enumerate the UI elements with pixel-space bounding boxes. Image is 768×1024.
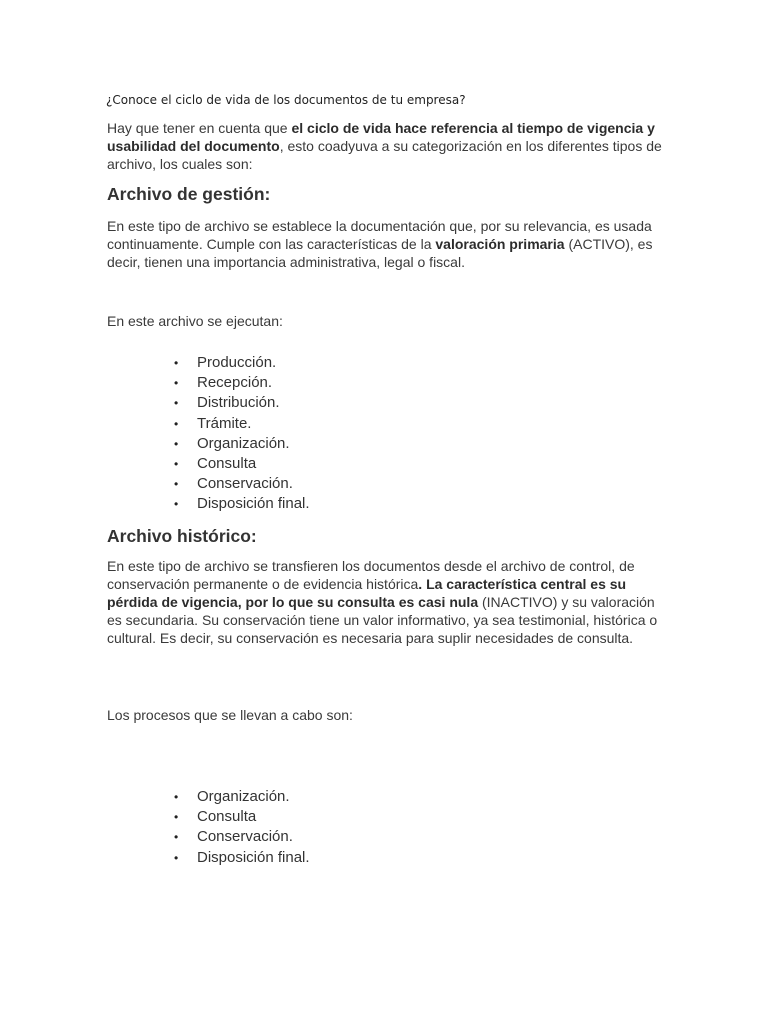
bullet-icon: •: [174, 497, 179, 512]
bullet-icon: •: [174, 436, 179, 451]
list-item: • Consulta: [172, 454, 310, 474]
list-item: • Organización.: [172, 787, 310, 807]
historico-bold-text: . La característica central es su pérdida de vigencia, por lo que su consulta es casi nula: [107, 576, 627, 610]
intro-text-start: Hay que tener en cuenta que: [107, 120, 292, 136]
list-item: • Recepción.: [172, 373, 310, 393]
gestion-paragraph: [107, 217, 667, 271]
list-item: • Organización.: [172, 434, 310, 454]
list-item: • Conservación.: [172, 827, 310, 847]
intro-bold-text: el ciclo de vida hace referencia al tiempo de vigencia y usabilidad del documento: [107, 120, 655, 154]
list-item: • Distribución.: [172, 393, 310, 413]
historico-paragraph: [107, 557, 667, 647]
bullet-icon: •: [174, 477, 179, 492]
list-item: • Trámite.: [172, 414, 310, 434]
heading-archivo-historico: Archivo histórico:: [107, 526, 257, 546]
list-item: • Producción.: [172, 353, 310, 373]
gestion-bold-text: valoración primaria: [435, 236, 565, 252]
historico-list-intro: Los procesos que se llevan a cabo son:: [107, 707, 353, 723]
gestion-text-start: En este tipo de archivo se establece la documentación que, por su relevancia, es usada continuamente. Cumple con las características de la: [107, 218, 652, 252]
bullet-icon: •: [174, 810, 179, 825]
bullet-icon: •: [174, 790, 179, 804]
bullet-icon: •: [174, 416, 179, 431]
list-item: • Conservación.: [172, 474, 310, 494]
bullet-icon: •: [174, 376, 179, 391]
page-question: ¿Conoce el ciclo de vida de los documentos de tu empresa?: [106, 93, 466, 107]
historico-process-list: [172, 787, 310, 868]
bullet-icon: •: [174, 830, 179, 845]
bullet-icon: •: [174, 396, 179, 411]
gestion-text-end: (ACTIVO), es decir, tienen una importancia administrativa, legal o fiscal.: [107, 236, 653, 270]
list-item: • Disposición final.: [172, 494, 310, 514]
bullet-icon: •: [174, 457, 179, 472]
gestion-process-list: [172, 353, 310, 515]
bullet-icon: •: [174, 356, 179, 370]
bullet-icon: •: [174, 850, 179, 865]
intro-paragraph: [107, 119, 667, 173]
list-item: • Disposición final.: [172, 848, 310, 868]
historico-text-end: (INACTIVO) y su valoración es secundaria. Su conservación tiene un valor informativo, ya sea testimonial, histórica o cultural. Es decir, su conservación es necesaria para suplir necesidades de consulta.: [107, 594, 658, 646]
historico-text-start: En este tipo de archivo se transfieren los documentos desde el archivo de control, de conservación permanente o de evidencia histórica: [107, 558, 635, 592]
list-item: • Consulta: [172, 807, 310, 827]
heading-archivo-gestion: Archivo de gestión:: [107, 184, 271, 204]
intro-text-end: , esto coadyuva a su categorización en los diferentes tipos de archivo, los cuales son:: [107, 138, 662, 172]
gestion-list-intro: En este archivo se ejecutan:: [107, 313, 283, 329]
